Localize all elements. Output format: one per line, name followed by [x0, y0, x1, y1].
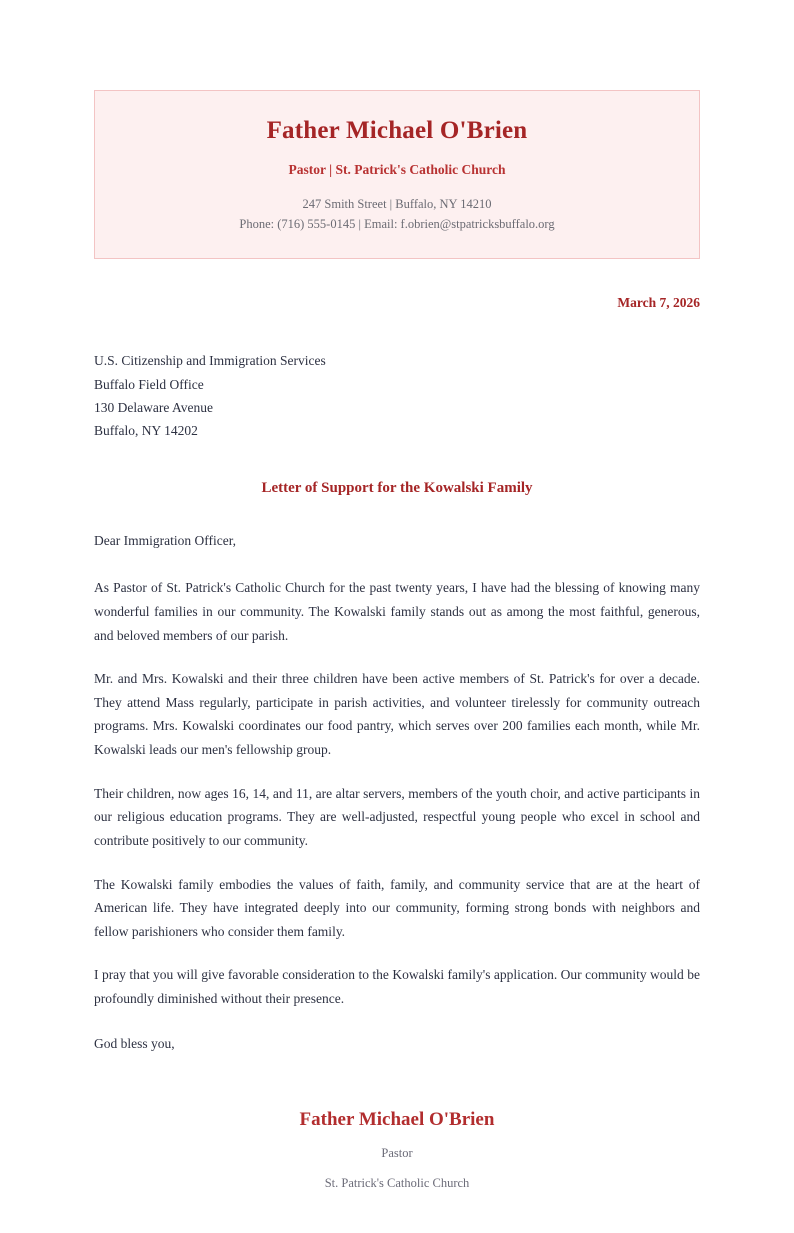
- letter-closing: God bless you,: [94, 1035, 175, 1051]
- letter-date: March 7, 2026: [617, 295, 700, 311]
- recipient-line-1: U.S. Citizenship and Immigration Services: [94, 353, 326, 369]
- signature-name: Father Michael O'Brien: [299, 1108, 495, 1130]
- recipient-line-3: 130 Delaware Avenue: [94, 399, 213, 415]
- body-paragraph: Mr. and Mrs. Kowalski and their three children have been active members of St. Patrick's for over a decade. They attend Mass regularly, participate in parish activities, and volunteer tirelessly for community outreach programs. Mrs. Kowalski coordinates our food pantry, which serves over 200 families each month, while Mr. Kowalski leads our men's fellowship group.: [94, 671, 700, 757]
- recipient-address-block: [94, 349, 700, 442]
- signature-title: Pastor: [381, 1146, 413, 1161]
- letterhead-phone-email: Phone: (716) 555-0145 | Email: f.obrien@stpatricksbuffalo.org: [239, 217, 555, 232]
- signature-organization: St. Patrick's Catholic Church: [324, 1175, 470, 1190]
- recipient-line-2: Buffalo Field Office: [94, 376, 204, 392]
- recipient-line-4: Buffalo, NY 14202: [94, 423, 198, 439]
- letter-subject-heading: Letter of Support for the Kowalski Family: [261, 480, 533, 497]
- letter-salutation: Dear Immigration Officer,: [94, 533, 237, 549]
- signature-block: [94, 1108, 700, 1193]
- body-paragraph: The Kowalski family embodies the values of faith, family, and community service that are at the heart of American life. They have integrated deeply into our community, forming strong bonds with neighbors and fellow parishioners who consider them family.: [94, 876, 700, 939]
- letterhead-name: Father Michael O'Brien: [266, 117, 528, 144]
- body-paragraph: As Pastor of St. Patrick's Catholic Church for the past twenty years, I have had the blessing of knowing many wonderful families in our community. The Kowalski family stands out as among the most faithful, generous, and beloved members of our parish.: [94, 580, 700, 643]
- letterhead-address: 247 Smith Street | Buffalo, NY 14210: [302, 196, 492, 211]
- body-paragraph: I pray that you will give favorable consideration to the Kowalski family's application. Our community would be profoundly diminished without their presence.: [94, 967, 700, 1006]
- letterhead-block: [94, 90, 700, 259]
- letter-body: [94, 576, 700, 1010]
- letterhead-contact: [115, 194, 679, 235]
- letterhead-role: Pastor | St. Patrick's Catholic Church: [288, 161, 506, 177]
- body-paragraph: Their children, now ages 16, 14, and 11, are altar servers, members of the youth choir, and active participants in our religious education programs. They are well-adjusted, respectful young people who excel in school and contribute positively to our community.: [94, 785, 700, 848]
